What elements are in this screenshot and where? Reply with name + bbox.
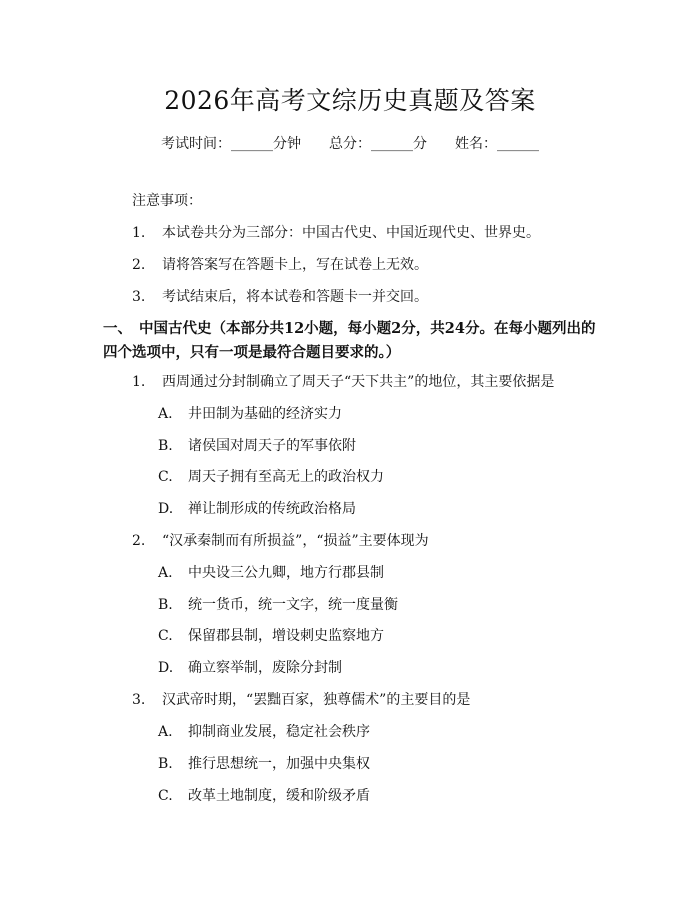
question-text: 西周通过分封制确立了周天子“天下共主”的地位，其主要依据是: [162, 374, 555, 390]
question-stem: [132, 373, 554, 391]
answer-option: [158, 500, 356, 518]
notice-item: [132, 256, 428, 274]
name-field-label: 姓名：______: [455, 136, 539, 152]
option-text: 改革土地制度，缓和阶级矛盾: [188, 788, 370, 804]
option-letter: B.: [158, 597, 173, 613]
question-number: 2.: [132, 533, 146, 549]
question-stem: [132, 532, 429, 550]
answer-option: [158, 437, 356, 455]
section-text: 中国古代史（本部分共12小题，每小题2分，共24分。在每小题列出的四个选项中，只有一项是最符合题目要求的。）: [103, 320, 596, 361]
question-number: 3.: [132, 692, 146, 708]
option-text: 井田制为基础的经济实力: [188, 406, 342, 422]
notice-item-number: 1.: [132, 225, 146, 241]
answer-option: [158, 596, 398, 614]
exam-meta: [0, 133, 700, 153]
option-letter: A.: [158, 565, 173, 581]
answer-option: [158, 659, 342, 677]
option-letter: B.: [158, 438, 173, 454]
answer-option: [158, 564, 384, 582]
option-text: 保留郡县制，增设刺史监察地方: [188, 628, 384, 644]
answer-option: [158, 755, 370, 773]
option-letter: C.: [158, 469, 173, 485]
answer-option: [158, 723, 370, 741]
question-stem: [132, 691, 470, 709]
option-letter: A.: [158, 406, 173, 422]
page-title: 2026年高考文综历史真题及答案: [164, 86, 536, 115]
notice-item: [132, 288, 428, 306]
option-text: 中央设三公九卿，地方行郡县制: [188, 565, 384, 581]
option-text: 确立察举制，废除分封制: [188, 660, 342, 676]
notice-heading: 注意事项：: [132, 193, 202, 209]
score-field-label: 总分：______分: [329, 136, 427, 152]
section-heading: [103, 317, 598, 365]
option-text: 诸侯国对周天子的军事依附: [188, 438, 356, 454]
answer-option: [158, 468, 384, 486]
notice-item-text: 考试结束后，将本试卷和答题卡一并交回。: [162, 289, 428, 305]
option-letter: D.: [158, 660, 174, 676]
notice-item-text: 本试卷共分为三部分：中国古代史、中国近现代史、世界史。: [162, 225, 540, 241]
time-field-label: 考试时间：______分钟: [161, 136, 301, 152]
option-text: 禅让制形成的传统政治格局: [188, 501, 356, 517]
option-text: 抑制商业发展，稳定社会秩序: [188, 724, 370, 740]
option-letter: B.: [158, 756, 173, 772]
notice-item: [132, 224, 540, 242]
notice-item-text: 请将答案写在答题卡上，写在试卷上无效。: [162, 257, 428, 273]
option-letter: C.: [158, 628, 173, 644]
option-letter: A.: [158, 724, 173, 740]
option-text: 推行思想统一，加强中央集权: [188, 756, 370, 772]
section-number: 一、: [103, 320, 132, 337]
option-letter: C.: [158, 788, 173, 804]
answer-option: [158, 787, 370, 805]
question-text: 汉武帝时期，“罢黜百家，独尊儒术”的主要目的是: [162, 692, 471, 708]
option-text: 周天子拥有至高无上的政治权力: [188, 469, 384, 485]
notice-item-number: 3.: [132, 289, 146, 305]
option-text: 统一货币，统一文字，统一度量衡: [188, 597, 398, 613]
question-text: “汉承秦制而有所损益”，“损益”主要体现为: [162, 533, 429, 549]
question-number: 1.: [132, 374, 146, 390]
answer-option: [158, 405, 342, 423]
option-letter: D.: [158, 501, 174, 517]
notice-item-number: 2.: [132, 257, 146, 273]
answer-option: [158, 627, 384, 645]
